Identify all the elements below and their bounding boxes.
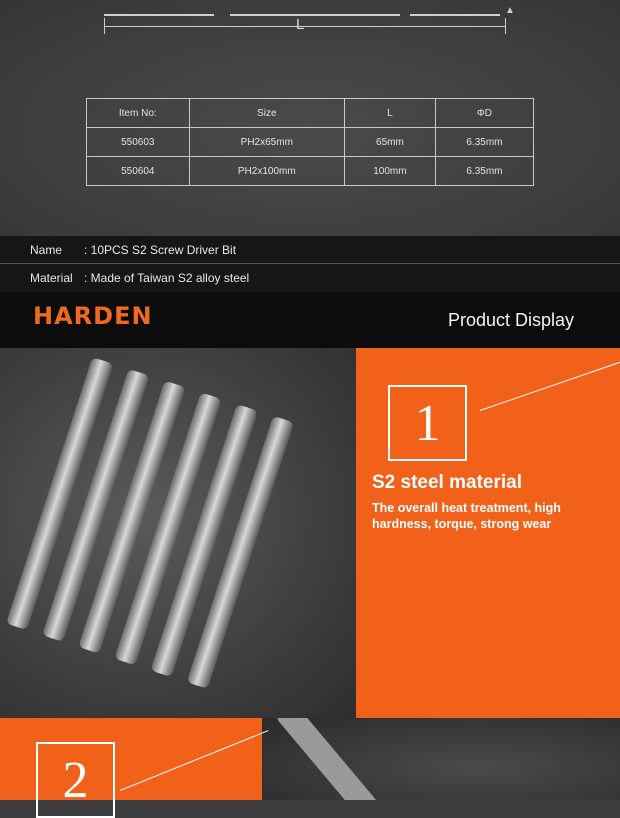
table-row	[87, 128, 534, 157]
feature-number-box: 1	[388, 385, 467, 461]
bits-illustration	[0, 348, 356, 718]
dimension-line	[104, 26, 506, 27]
info-value: : Made of Taiwan S2 alloy steel	[84, 270, 250, 285]
dimension-arrow-icon: ▲	[505, 5, 515, 16]
spec-table	[86, 98, 534, 186]
table-cell: 550604	[87, 157, 190, 186]
info-key: Name	[30, 242, 63, 257]
screwdriver-bit-photo	[0, 348, 356, 718]
table-cell: 100mm	[345, 157, 436, 186]
table-header-row	[87, 99, 534, 128]
divider	[0, 263, 620, 264]
dimension-tick	[104, 18, 105, 34]
screwdriver-bit-photo	[262, 718, 620, 800]
table-cell: 65mm	[345, 128, 436, 157]
table-cell: PH2x100mm	[189, 157, 344, 186]
spec-section	[0, 0, 620, 236]
brand-bar	[0, 292, 620, 348]
section-title: Product Display	[447, 310, 574, 330]
bit-outline-sketch	[104, 0, 214, 16]
table-cell: PH2x65mm	[189, 128, 344, 157]
table-cell: 6.35mm	[435, 128, 533, 157]
table-row	[87, 157, 534, 186]
info-key: Material	[30, 270, 73, 285]
bit-outline-sketch	[230, 0, 400, 16]
table-cell: 550603	[87, 128, 190, 157]
bits-illustration	[262, 718, 620, 800]
feature-description: The overall heat treatment, high hardness, torque, strong wear	[372, 501, 561, 531]
bit-outline-sketch	[410, 0, 500, 16]
feature-number-box: 2	[36, 742, 115, 818]
bit-shape	[275, 718, 422, 800]
table-cell: 6.35mm	[435, 157, 533, 186]
harden-logo: HARDEN	[33, 302, 153, 330]
column-header: Size	[189, 99, 344, 128]
dimension-label: L	[296, 16, 305, 33]
column-header: ΦD	[435, 99, 533, 128]
feature-title: S2 steel material	[372, 472, 522, 493]
column-header: L	[345, 99, 436, 128]
info-row-material	[0, 264, 620, 291]
info-value: : 10PCS S2 Screw Driver Bit	[84, 242, 237, 257]
dimension-tick	[505, 18, 506, 34]
info-row-name	[0, 236, 620, 263]
product-info	[0, 236, 620, 292]
column-header: Item No:	[87, 99, 190, 128]
